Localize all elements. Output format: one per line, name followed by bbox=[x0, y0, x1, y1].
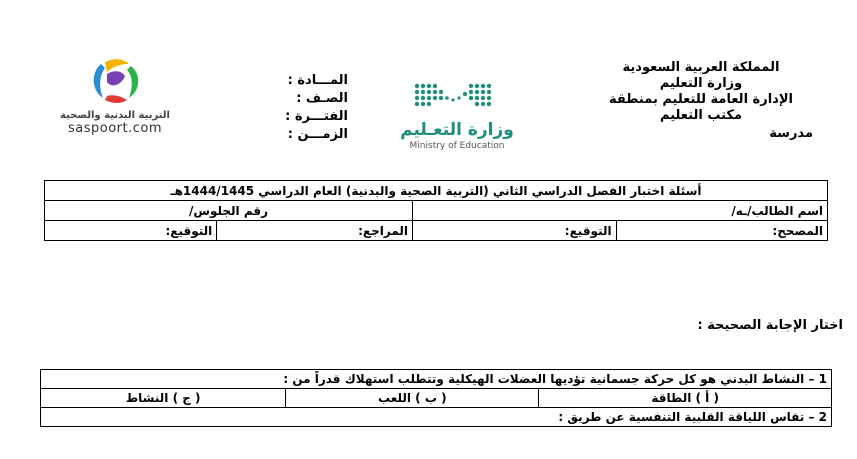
brand-logo bbox=[30, 58, 200, 136]
questions-table bbox=[40, 369, 832, 427]
seat-number-field[interactable]: رقم الجلوس/ bbox=[45, 201, 413, 221]
corrector-field[interactable]: المصحح: bbox=[616, 221, 827, 241]
moe-arabic-name: وزارة التعـليم bbox=[400, 120, 514, 140]
reviewer-signature-field[interactable]: التوقيع: bbox=[45, 221, 217, 241]
subject-field: المـــادة : bbox=[287, 73, 348, 88]
moe-logo bbox=[362, 78, 552, 151]
corrector-signature-field[interactable]: التوقيع: bbox=[413, 221, 617, 241]
time-field: الزمـــن : bbox=[287, 127, 348, 142]
ministry-label: وزارة التعليم bbox=[659, 76, 743, 91]
pe-logo-icon bbox=[87, 58, 143, 104]
option-b[interactable]: ( ب ) اللعب bbox=[286, 389, 539, 408]
grade-field: الصـف : bbox=[296, 91, 348, 106]
moe-dots-icon bbox=[407, 78, 507, 114]
reviewer-field[interactable]: المراجع: bbox=[217, 221, 413, 241]
question-text: 2 – تقاس اللياقة القلبية التنفسية عن طريق : bbox=[41, 408, 832, 427]
exam-title: أسئلة اختبار الفصل الدراسي الثاني (التربية الصحية والبدنية) العام الدراسي 1444/1445هـ bbox=[45, 181, 828, 201]
instruction-text: اختار الإجابة الصحيحة : bbox=[697, 318, 843, 333]
school-label: مدرسة bbox=[769, 126, 813, 141]
brand-arabic-name: التربية البدنية والصحية bbox=[60, 110, 170, 121]
admin-label: الإدارة العامة للتعليم بمنطقة bbox=[609, 92, 793, 107]
option-c[interactable]: ( ج ) النشاط bbox=[41, 389, 286, 408]
period-field: الفتـــرة : bbox=[285, 109, 348, 124]
kingdom-label: المملكة العربية السعودية bbox=[622, 60, 780, 75]
ministry-header bbox=[581, 60, 821, 142]
option-a[interactable]: ( أ ) الطاقة bbox=[539, 389, 832, 408]
exam-info-table bbox=[44, 180, 828, 241]
moe-english-name: Ministry of Education bbox=[409, 141, 505, 151]
brand-site: saspoort.com bbox=[67, 121, 162, 136]
office-label: مكتب التعليم bbox=[660, 108, 742, 123]
exam-fields bbox=[280, 72, 348, 144]
student-name-field[interactable]: اسم الطالب/ـه/ bbox=[413, 201, 828, 221]
question-text: 1 – النشاط البدني هو كل حركة جسمانية تؤديها العضلات الهيكلية وتتطلب استهلاك قدراً من : bbox=[41, 370, 832, 389]
